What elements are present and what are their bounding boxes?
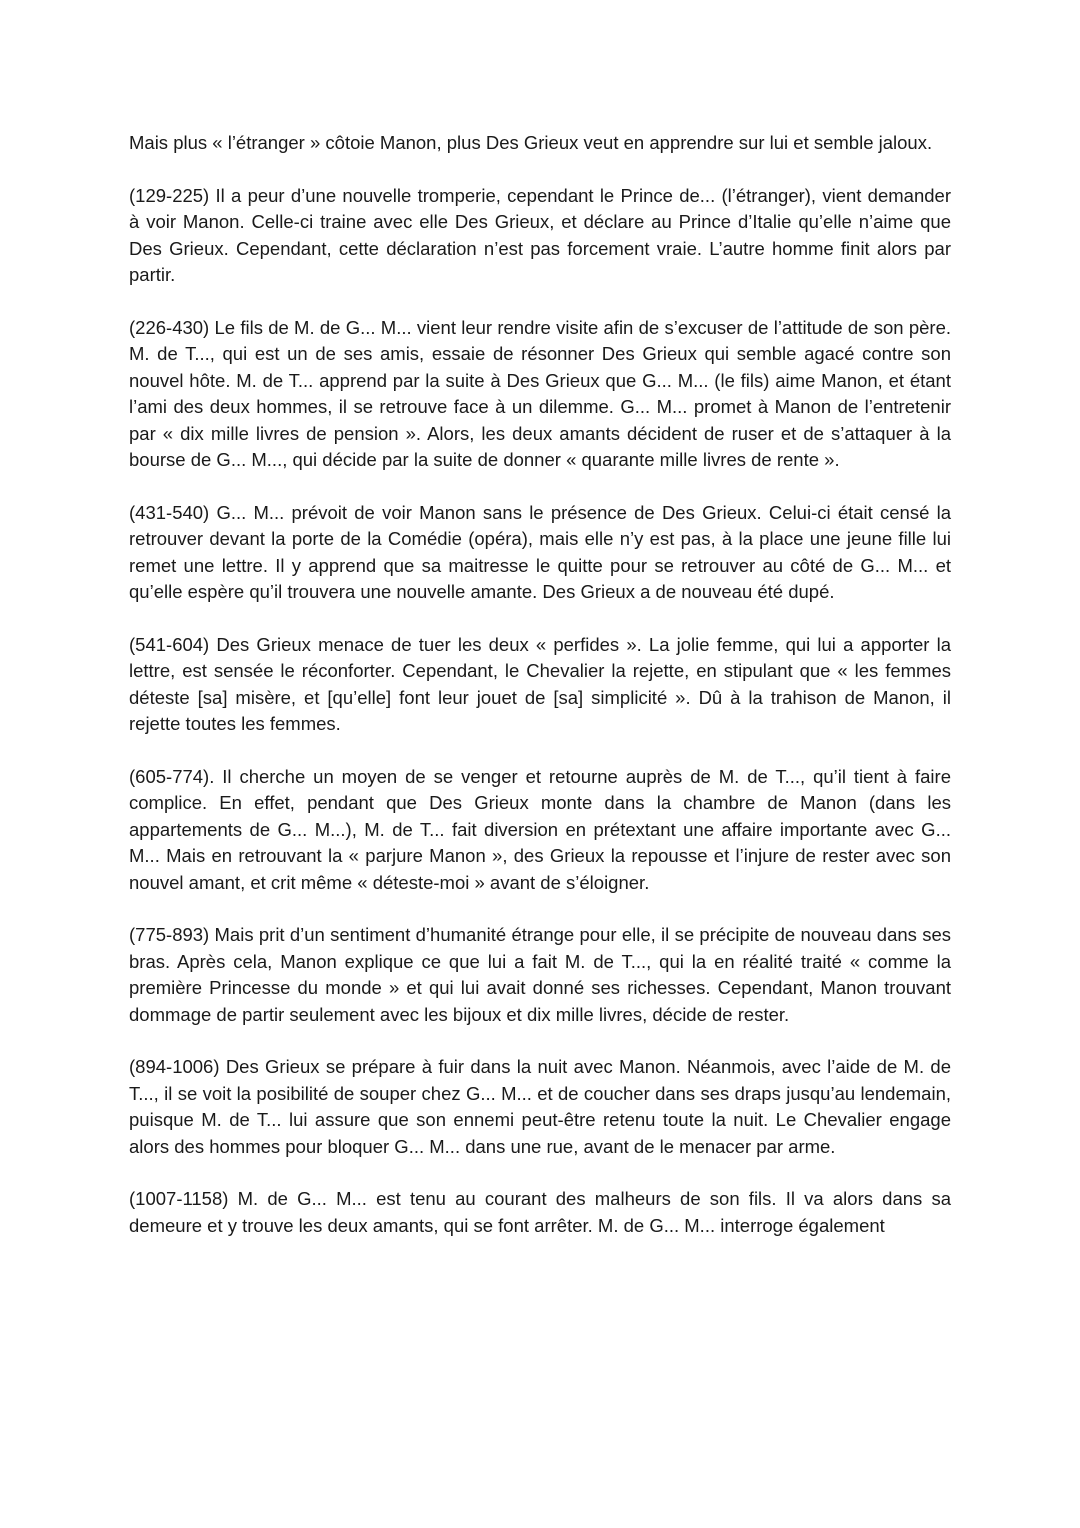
paragraph-541-604: (541-604) Des Grieux menace de tuer les deux « perfides ». La jolie femme, qui lui a apporter la lettre, est sensée le réconforter. Cependant, le Chevalier la rejette, en stipulant que « les femmes déteste [sa] misère, et [qu’elle] font leur jouet de [sa] simplicité ». Dû à la trahison de Manon, il rejette toutes les femmes. xyxy=(129,633,951,734)
paragraph-894-1006: (894-1006) Des Grieux se prépare à fuir dans la nuit avec Manon. Néanmois, avec l’aide de M. de T..., il se voit la posibilité de souper chez G... M... et de coucher dans ses draps jusqu’au lendemain, puisque M. de T... lui assure que son ennemi peut-être retenu toute la nuit. Le Chevalier engage alors des hommes pour bloquer G... M... dans une rue, avant de le menacer par arme. xyxy=(129,1056,951,1157)
paragraph-605-774: (605-774). Il cherche un moyen de se venger et retourne auprès de M. de T..., qu’il tient à faire complice. En effet, pendant que Des Grieux monte dans la chambre de Manon (dans les appartements de G... M...), M. de T... fait diversion en prétextant une affaire importante avec G... M... Mais en retrouvant la « parjure Manon », des Grieux la repousse et l’injure de rester avec son nouvel amant, et crit même « déteste-moi » avant de s’éloigner. xyxy=(129,765,951,893)
document-page xyxy=(129,130,951,1265)
paragraph-intro: Mais plus « l’étranger » côtoie Manon, plus Des Grieux veut en apprendre sur lui et semble jaloux. xyxy=(129,132,933,153)
paragraph-1007-1158: (1007-1158) M. de G... M... est tenu au courant des malheurs de son fils. Il va alors dans sa demeure et y trouve les deux amants, qui se font arrêter. M. de G... M... interroge également xyxy=(129,1188,951,1236)
paragraph-226-430: (226-430) Le fils de M. de G... M... vient leur rendre visite afin de s’excuser de l’attitude de son père. M. de T..., qui est un de ses amis, essaie de résonner Des Grieux qui semble agacé contre son nouvel hôte. M. de T... apprend par la suite à Des Grieux que G... M... (le fils) aime Manon, et étant l’ami des deux hommes, il se retrouve face à un dilemme. G... M... promet à Manon de l’entretenir par « dix mille livres de pension ». Alors, les deux amants décident de ruser et de s’attaquer à la bourse de G... M..., qui décide par la suite de donner « quarante mille livres de rente ». xyxy=(129,316,951,470)
paragraph-431-540: (431-540) G... M... prévoit de voir Manon sans le présence de Des Grieux. Celui-ci était censé la retrouver devant la porte de la Comédie (opéra), mais elle n’y est pas, à la place une jeune fille lui remet une lettre. Il y apprend que sa maitresse le quitte pour se retrouver au côté de G... M... et qu’elle espère qu’il trouvera une nouvelle amante. Des Grieux a de nouveau été dupé. xyxy=(129,501,951,602)
paragraph-129-225: (129-225) Il a peur d’une nouvelle tromperie, cependant le Prince de... (l’étranger), vient demander à voir Manon. Celle-ci traine avec elle Des Grieux, et déclare au Prince d’Italie qu’elle n’aime que Des Grieux. Cependant, cette déclaration n’est pas forcement vraie. L’autre homme finit alors par partir. xyxy=(129,184,951,285)
paragraph-775-893: (775-893) Mais prit d’un sentiment d’humanité étrange pour elle, il se précipite de nouveau dans ses bras. Après cela, Manon explique ce que lui a fait M. de T..., qui la en réalité traité « comme la première Princesse du monde » et qui lui avait donné ses richesses. Cependant, Manon trouvant dommage de partir seulement avec les bijoux et dix mille livres, décide de rester. xyxy=(129,924,951,1025)
